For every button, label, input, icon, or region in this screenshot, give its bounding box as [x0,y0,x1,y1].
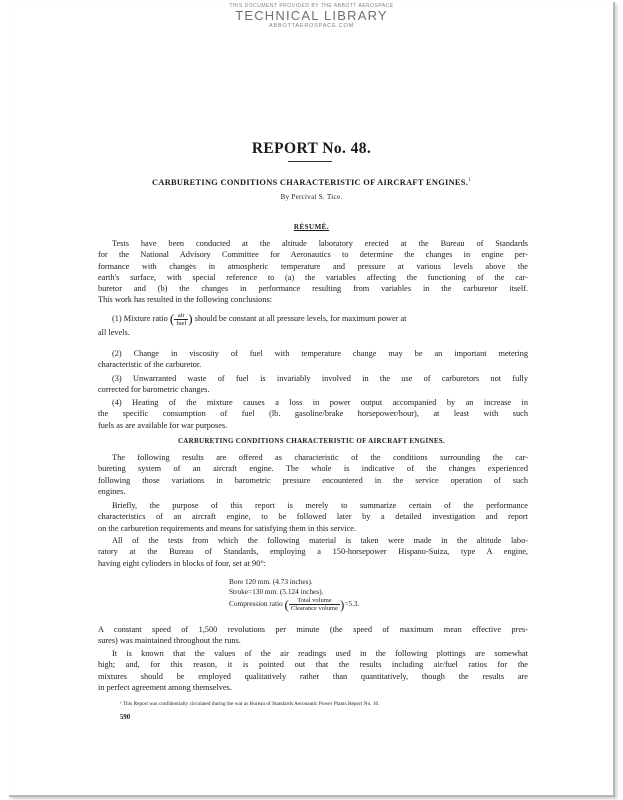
section-heading: CARBURETING CONDITIONS CHARACTERISTIC OF AIRCRAFT ENGINES. [177,437,446,445]
stroke-spec: Stroke=130 mm. (5.124 inches). [229,587,324,596]
resume-line: for the National Advisory Committee for Aeronautics to determine the changes in engine per- [98,250,528,260]
resume-line: Tests have been conducted at the altitude laboratory erected at the Bureau of Standards [112,239,528,248]
paper-title [0,178,623,187]
masthead-top-line: THIS DOCUMENT PROVIDED BY THE ABBOTT AEROSPACE [229,3,394,9]
body-line: following those variations in barometric pressure encountered in the service operation of such [98,475,528,485]
compression-label: Compression ratio [229,599,283,609]
compression-fraction [289,597,340,612]
body-paragraph-4 [98,624,528,647]
conclusion-2-line: characteristic of the carburetor. [98,360,202,370]
paren-right: ) [188,311,193,327]
page-number: 590 [120,714,131,721]
title-rule [288,161,332,162]
resume-line: formance with changes in atmospheric temperature and pressure at various levels above the [98,261,528,271]
footnote: ¹ This Report was confidentially circulated during the war as Bureau of Standards Aeronautic Power Plants Report No. 10. [120,701,380,707]
body-line: in perfect agreement among themselves. [98,682,232,692]
fraction-denominator: fuel [176,319,187,327]
masthead-url: ABBOTTAEROSPACE.COM [269,23,354,29]
air-fuel-fraction [174,312,188,327]
body-line: mixtures should be employed qualitatively rather than quantitatively, though the results are [98,671,528,681]
resume-line: buretor and (b) the changes in performance resulting from variables in the carburetor itself. [98,284,528,294]
conclusion-1-post: should be constant at all pressure levels, for maximum power at [194,314,407,323]
resume-line: This work has resulted in the following conclusions: [98,295,272,305]
fraction-denominator: Clearance volume [290,605,338,612]
body-paragraph-1 [98,452,528,497]
resume-heading: RÉSUMÉ. [293,223,330,231]
body-line: having eight cylinders in blocks of four, set at 90°: [98,558,266,568]
body-line: It is known that the values of the air readings used in the following plottings are somewhat [112,649,528,658]
body-line: on the carburetion requirements and means for satisfying them in this service. [98,523,357,533]
conclusion-3-line: (3) Unwarranted waste of fuel is invariably involved in the use of carburetors not fully [112,374,528,383]
body-line: sures) was maintained throughout the runs. [98,636,241,646]
report-title: REPORT No. 48. [251,140,372,157]
conclusion-1-pre: (1) Mixture ratio [112,314,168,323]
body-line: A constant speed of 1,500 revolutions per minute (the speed of maximum mean effective pres- [98,625,528,634]
body-line: engines. [98,486,126,496]
body-line: Briefly, the purpose of this report is merely to summarize certain of the performance [112,501,528,510]
footnote-marker: 1 [468,178,471,184]
body-line: All of the tests from which the following material is taken were made in the altitude labo- [112,536,528,545]
body-paragraph-3 [98,535,528,569]
conclusion-4-line: the specific consumption of fuel (lb. gasoline/brake horsepower/hour), at least with such [98,409,528,419]
conclusion-2 [98,348,528,371]
resume-line: earth's surface, with special reference to (a) the variables affecting the functioning of the car- [98,272,528,282]
bore-spec: Bore 120 mm. (4.73 inches). [229,577,313,586]
paren-left: ( [169,311,175,327]
conclusion-1 [98,311,528,338]
paren-left: ( [284,596,289,612]
paren-right: ) [340,596,345,612]
conclusion-4-line: (4) Heating of the mixture causes a loss in power output accompanied by an increase in [112,398,528,407]
conclusion-1-line2: all levels. [98,328,130,338]
fraction-numerator: Total volume [289,597,340,605]
body-line: high; and, for this reason, it is pointed out that the results including air/fuel ratios for the [98,660,528,670]
resume-paragraph [98,238,528,306]
conclusion-4 [98,397,528,431]
body-line: characteristics of an aircraft engine, to be followed later by a detailed investigation and report [98,512,528,522]
masthead-title: TECHNICAL LIBRARY [235,8,388,23]
conclusion-1-line [98,311,528,327]
body-line: The following results are offered as characteristic of the conditions surrounding the car- [112,453,528,462]
body-line: ratory at the Bureau of Standards, employing a 150-horsepower Hispano-Suiza, type A engine, [98,547,528,557]
body-line: bureting system of an aircraft engine. The whole is indicative of the changes experienced [98,464,528,474]
compression-ratio-spec [229,597,359,612]
body-paragraph-2 [98,500,528,534]
fraction-numerator: air [174,312,188,320]
conclusion-3-line: corrected for barometric changes. [98,385,210,395]
author-line: By Percival S. Tice. [280,193,343,201]
conclusion-4-line: fuels as are available for war purposes. [98,420,228,430]
paper-title-text: CARBURETING CONDITIONS CHARACTERISTIC OF AIRCRAFT ENGINES. [152,178,469,187]
conclusion-2-line: (2) Change in viscosity of fuel with temperature change may be an important metering [112,349,528,358]
library-masthead [0,3,623,30]
conclusion-3 [98,373,528,396]
body-paragraph-5 [98,648,528,693]
compression-value: =5.3. [344,599,360,609]
